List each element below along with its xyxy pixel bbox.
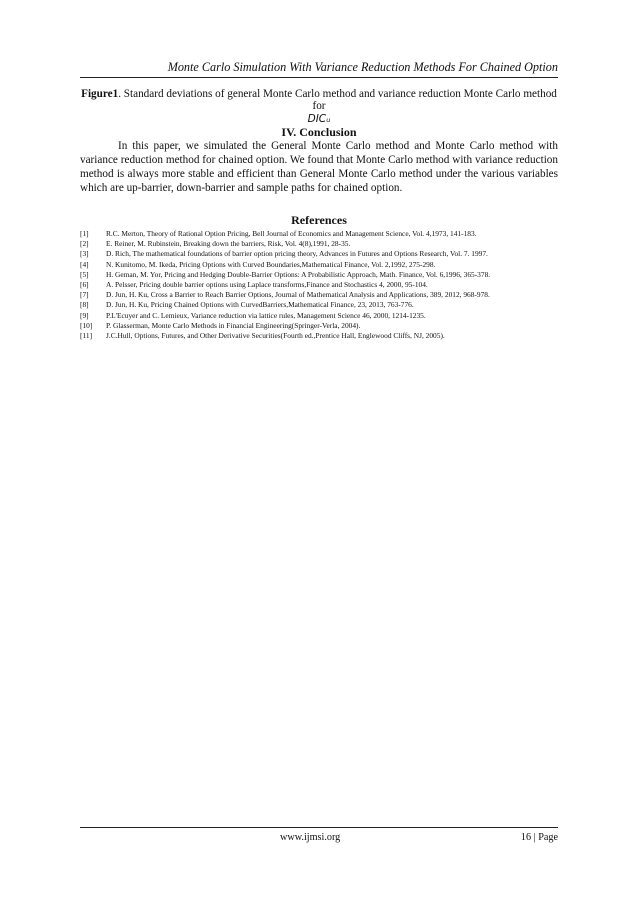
reference-number: [11]: [80, 331, 93, 341]
reference-number: [10]: [80, 320, 93, 330]
reference-number: [8]: [80, 300, 89, 310]
reference-number: [7]: [80, 290, 89, 300]
reference-item: [80, 331, 560, 341]
reference-text: D. Jun, H. Ku, Pricing Chained Options with CurvedBarriers,Mathematical Finance, 23, 2013, 763-776.: [106, 300, 414, 310]
figure-caption-text: . Standard deviations of general Monte Carlo method and variance reduction Monte Carlo method for: [118, 88, 557, 112]
reference-item: [80, 280, 560, 290]
footer-page-number: 16 | Page: [520, 832, 558, 843]
reference-text: D. Jun, H. Ku, Cross a Barrier to Reach Barrier Options, Journal of Mathematical Analysis and Applications, 389, 2012, 968-978.: [106, 290, 490, 300]
reference-text: R.C. Merton, Theory of Rational Option Pricing, Bell Journal of Economics and Management Science, Vol. 4,1973, 141-183.: [106, 229, 477, 238]
references-list: [80, 229, 560, 341]
figure-caption: [80, 88, 558, 125]
footer-url: www.ijmsi.org: [280, 832, 341, 843]
reference-item: [80, 300, 560, 310]
running-header: Monte Carlo Simulation With Variance Reduction Methods For Chained Option: [167, 60, 558, 74]
figure-label: Figure1: [81, 88, 119, 100]
reference-item: [80, 229, 560, 239]
conclusion-paragraph: In this paper, we simulated the General Monte Carlo method and Monte Carlo method with variance reduction method for chained option. We found that Monte Carlo method with variance reduction method is always more stable and efficient than General Monte Carlo method under the various variables which are up-barrier, down-barrier and sample paths for chained option.: [80, 140, 558, 194]
reference-text: E. Reiner, M. Rubinstein, Breaking down the barriers, Risk, Vol. 4(8),1991, 28-35.: [106, 239, 351, 249]
reference-number: [5]: [80, 269, 89, 279]
reference-number: [3]: [80, 249, 89, 259]
section-title: IV. Conclusion: [281, 125, 357, 139]
reference-number: [1]: [80, 229, 89, 238]
reference-item: [80, 249, 560, 259]
reference-item: [80, 321, 560, 331]
reference-item: [80, 270, 560, 280]
reference-number: [4]: [80, 259, 89, 269]
footer-divider: [80, 827, 558, 828]
references-title: References: [291, 213, 347, 227]
reference-number: [6]: [80, 280, 89, 290]
reference-number: [9]: [80, 310, 89, 320]
reference-item: [80, 239, 560, 249]
figure-caption-symbol: DICᵤ: [307, 113, 331, 125]
reference-text: A. Pelsser, Pricing double barrier options using Laplace transforms,Finance and Stochastics 4, 2000, 95-104.: [106, 280, 428, 290]
reference-text: N. Kunitomo, M. Ikeda, Pricing Options with Curved Boundaries,Mathematical Finance, Vol. 2,1992, 275-298.: [106, 259, 436, 269]
reference-text: J.C.Hull, Options, Futures, and Other Derivative Securities(Fourth ed.,Prentice Hall, Englewood Cliffs, NJ, 2005).: [106, 331, 445, 341]
header-divider: [80, 77, 558, 78]
reference-text: P.L'Ecuyer and C. Lemieux, Variance reduction via lattice rules, Management Science 46, 2000, 1214-1235.: [106, 310, 426, 320]
reference-text: H. Geman, M. Yor, Pricing and Hedging Double-Barrier Options: A Probabilistic Approach, Math. Finance, Vol. 6,1996, 365-378.: [106, 269, 491, 279]
reference-text: D. Rich, The mathematical foundations of barrier option pricing theory, Advances in Futures and Options Research, Vol. 7. 1997.: [106, 249, 488, 259]
reference-item: [80, 290, 560, 300]
reference-item: [80, 260, 560, 270]
reference-number: [2]: [80, 239, 89, 249]
reference-text: P. Glasserman, Monte Carlo Methods in Financial Engineering(Springer-Verla, 2004).: [106, 320, 361, 330]
reference-item: [80, 311, 560, 321]
